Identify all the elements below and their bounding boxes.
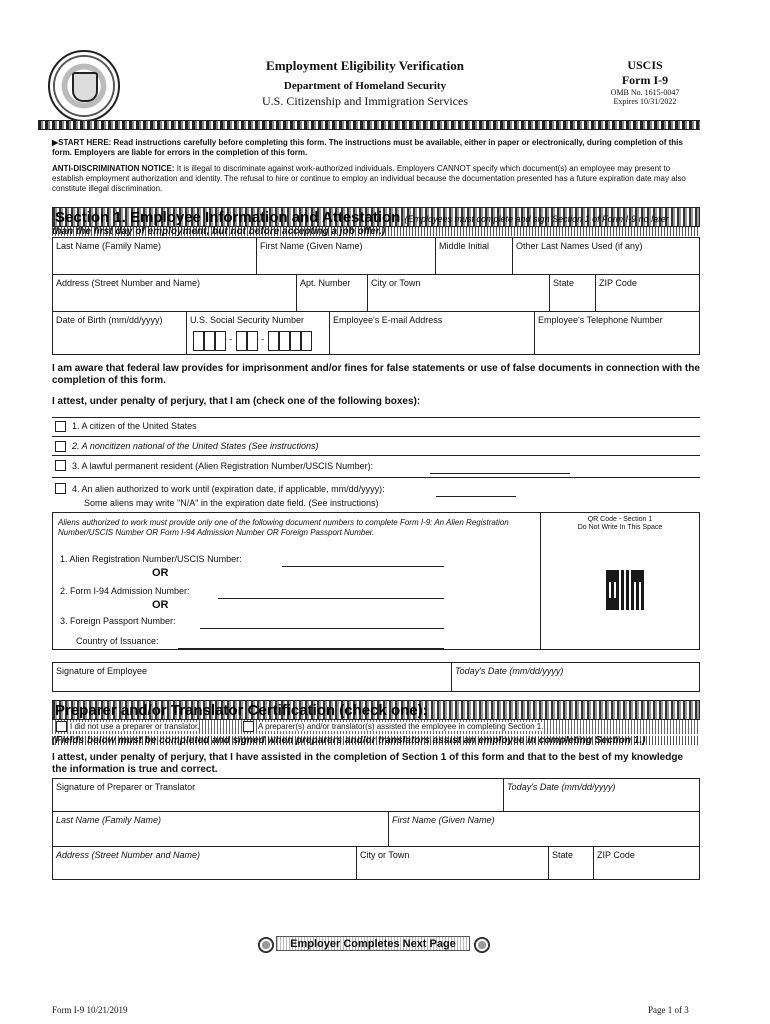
last-name-field[interactable] (52, 237, 257, 275)
preparer-zip-label: ZIP Code (597, 850, 635, 860)
address-label: Address (Street Number and Name) (56, 278, 201, 288)
option1-checkbox[interactable] (55, 421, 66, 432)
attest-statement: I attest, under penalty of perjury, that I am (check one of the following boxes): (52, 396, 421, 407)
divider (52, 436, 700, 437)
org-name: USCIS (627, 58, 663, 72)
preparer-subline: (Fields below must be completed and signed when preparers and/or translators assist an employee in completing Section 1.) (52, 736, 700, 745)
section1-note: (Employees must complete and sign Section 1 of Form I-9 no later (404, 214, 669, 224)
ssn-digit-box[interactable] (204, 331, 215, 351)
employee-date-label: Today's Date (mm/dd/yyyy) (455, 666, 564, 676)
section1-heading (52, 207, 700, 227)
last-name-label: Last Name (Family Name) (56, 241, 162, 251)
employee-signature-field[interactable] (52, 662, 452, 692)
form-id-block (600, 58, 690, 106)
ssn-dash: - (229, 334, 232, 344)
expiration-line[interactable] (436, 496, 516, 497)
employee-date-field[interactable] (451, 662, 700, 692)
divider (52, 477, 700, 478)
department: Department of Homeland Security (283, 80, 447, 92)
qr-label: QR Code - Section 1 Do Not Write In This Space (577, 516, 663, 531)
anti-discrimination-notice (52, 164, 700, 194)
doc1-label: 1. Alien Registration Number/USCIS Number: (60, 554, 242, 564)
option4-note: Some aliens may write "N/A" in the expiration date field. (See instructions) (84, 498, 379, 508)
country-line[interactable] (178, 648, 444, 649)
preparer-state-label: State (552, 850, 574, 860)
ssn-digit-box[interactable] (193, 331, 204, 351)
zip-field[interactable] (595, 274, 700, 312)
ssn-digit-box[interactable] (247, 331, 258, 351)
doc3-label: 3. Foreign Passport Number: (60, 616, 176, 626)
expiration: Expires 10/31/2022 (613, 97, 677, 106)
preparer-address-label: Address (Street Number and Name) (56, 850, 201, 860)
stop-seal-icon (258, 937, 274, 953)
section1-subline: than the first day of employment, but not before accepting a job offer.) (52, 227, 700, 236)
preparer-last-name-field[interactable] (52, 811, 389, 847)
apt-number-field[interactable] (296, 274, 368, 312)
middle-initial-label: Middle Initial (439, 241, 490, 251)
form-header (210, 58, 520, 109)
ssn-digit-box[interactable] (290, 331, 301, 351)
option3-checkbox[interactable] (55, 460, 66, 471)
dob-field[interactable] (52, 311, 187, 355)
next-page-banner: Employer Completes Next Page (276, 936, 470, 951)
form-title: Employment Eligibility Verification (266, 58, 464, 73)
phone-label: Employee's Telephone Number (538, 315, 663, 325)
aliens-note: Aliens authorized to work must provide only one of the following document numbers to complete Form I-9: An Alien Registration Number/USCIS Number OR Form I-94 Admission Number OR Foreign Passport Number. (58, 518, 509, 537)
employee-signature-label: Signature of Employee (56, 666, 148, 676)
doc2-label: 2. Form I-94 Admission Number: (60, 586, 190, 596)
ssn-digit-box[interactable] (236, 331, 247, 351)
preparer-signature-label: Signature of Preparer or Translator (56, 782, 196, 792)
divider (52, 455, 700, 456)
dob-label: Date of Birth (mm/dd/yyyy) (56, 315, 163, 325)
ssn-digit-box[interactable] (268, 331, 279, 351)
omb-number: OMB No. 1615-0047 (610, 88, 680, 97)
header-divider (38, 120, 700, 130)
phone-field[interactable] (534, 311, 700, 355)
preparer-first-name-label: First Name (Given Name) (392, 815, 495, 825)
first-name-label: First Name (Given Name) (260, 241, 363, 251)
or-label: OR (152, 567, 169, 579)
zip-label: ZIP Code (599, 278, 637, 288)
ssn-digit-box[interactable] (215, 331, 226, 351)
divider (52, 417, 700, 418)
or-label: OR (152, 599, 169, 611)
preparer-last-name-label: Last Name (Family Name) (56, 815, 162, 825)
state-label: State (553, 278, 575, 288)
alien-number-line[interactable] (430, 473, 570, 474)
address-field[interactable] (52, 274, 297, 312)
doc1-line[interactable] (282, 566, 444, 567)
middle-initial-field[interactable] (435, 237, 513, 275)
other-names-field[interactable] (512, 237, 700, 275)
preparer-date-label: Today's Date (mm/dd/yyyy) (507, 782, 616, 792)
doc3-line[interactable] (200, 628, 444, 629)
city-field[interactable] (367, 274, 550, 312)
country-label: Country of Issuance: (76, 636, 159, 646)
preparer-city-field[interactable] (356, 846, 549, 880)
preparer-zip-field[interactable] (593, 846, 700, 880)
option2-checkbox[interactable] (55, 441, 66, 452)
doc2-line[interactable] (218, 598, 444, 599)
option3-label: 3. A lawful permanent resident (Alien Registration Number/USCIS Number): (72, 461, 374, 471)
option1-label: 1. A citizen of the United States (72, 421, 197, 431)
email-label: Employee's E-mail Address (333, 315, 443, 325)
preparer-assisted-label: A preparer(s) and/or translator(s) assisted the employee in completing Section 1. (258, 722, 544, 731)
option4-checkbox[interactable] (55, 483, 66, 494)
form-edition: Form I-9 10/21/2019 (52, 1005, 128, 1015)
first-name-field[interactable] (256, 237, 436, 275)
section1-title: Section 1. Employee Information and Attestation (55, 209, 401, 226)
anti-label: ANTI-DISCRIMINATION NOTICE: (52, 164, 175, 173)
state-field[interactable] (549, 274, 596, 312)
other-names-label: Other Last Names Used (if any) (516, 241, 643, 251)
ssn-dash: - (261, 334, 264, 344)
dhs-seal-icon (48, 50, 120, 122)
aware-statement: I am aware that federal law provides for imprisonment and/or fines for false statements or use of false documents in connection with the completion of this form. (52, 363, 700, 386)
preparer-signature-field[interactable] (52, 778, 504, 812)
option4-label: 4. An alien authorized to work until (expiration date, if applicable, mm/dd/yyyy): (72, 484, 385, 494)
page-number: Page 1 of 3 (648, 1005, 689, 1015)
preparer-state-field[interactable] (548, 846, 594, 880)
ssn-digit-box[interactable] (301, 331, 312, 351)
form-number: Form I-9 (621, 73, 669, 87)
agency: U.S. Citizenship and Immigration Services (262, 94, 468, 108)
email-field[interactable] (329, 311, 535, 355)
no-preparer-label: I did not use a preparer or translator. (70, 722, 200, 731)
ssn-digit-box[interactable] (279, 331, 290, 351)
preparer-heading: Preparer and/or Translator Certification (check one): (52, 700, 700, 720)
preparer-first-name-field[interactable] (388, 811, 700, 847)
city-label: City or Town (371, 278, 421, 288)
preparer-address-field[interactable] (52, 846, 357, 880)
start-here-notice: ▶START HERE: Read instructions carefully before completing this form. The instructions must be available, either in paper or electronically, during completion of this form. Employers are liable for errors in the completion of this form. (52, 138, 683, 157)
preparer-date-field[interactable] (503, 778, 700, 812)
stop-seal-icon (474, 937, 490, 953)
qr-code-icon (606, 570, 644, 610)
preparer-assisted-checkbox[interactable] (243, 721, 254, 732)
apt-label: Apt. Number (300, 278, 351, 288)
option2-label: 2. A noncitizen national of the United States (See instructions) (72, 441, 319, 451)
ssn-label: U.S. Social Security Number (190, 315, 305, 325)
anti-text: It is illegal to discriminate against work-authorized individuals. Employers CANNOT specify which document(s) an employee may present to establish employment authorization and identity. The refusal to hire or continue to employ an individual because the documentation presented has a future expiration date may also constitute illegal discrimination. (52, 164, 686, 193)
preparer-attest: I attest, under penalty of perjury, that I have assisted in the completion of Section 1 of this form and that to the best of my knowledge the information is true and correct. (52, 752, 684, 775)
no-preparer-checkbox[interactable] (56, 721, 67, 732)
preparer-city-label: City or Town (360, 850, 410, 860)
